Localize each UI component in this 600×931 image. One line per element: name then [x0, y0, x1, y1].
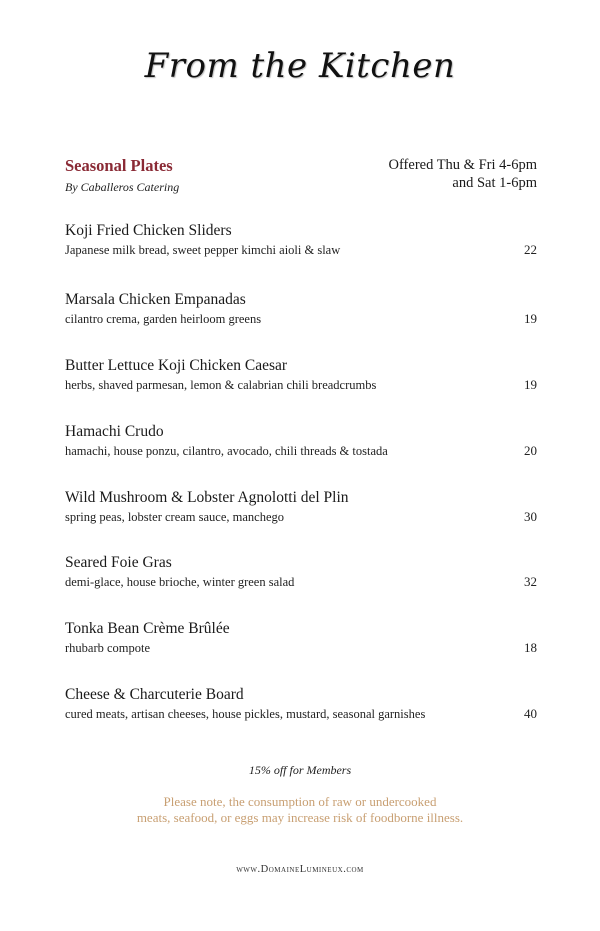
menu-item	[65, 423, 537, 459]
item-price: 20	[524, 443, 537, 458]
item-name: Koji Fried Chicken Sliders	[65, 222, 232, 239]
section-header	[65, 156, 537, 195]
website-link[interactable]: www.DomaineLumineux.com	[236, 864, 364, 875]
item-description: spring peas, lobster cream sauce, manchego	[65, 510, 285, 524]
item-name: Wild Mushroom & Lobster Agnolotti del Plin	[65, 489, 349, 506]
service-hours-line2: and Sat 1-6pm	[452, 175, 537, 191]
item-name: Seared Foie Gras	[65, 554, 172, 571]
notice-line2: meats, seafood, or eggs may increase risk of foodborne illness.	[136, 810, 464, 825]
item-name: Tonka Bean Crème Brûlée	[65, 620, 230, 637]
item-description: herbs, shaved parmesan, lemon & calabrian chili breadcrumbs	[65, 378, 377, 392]
item-price: 19	[524, 311, 537, 326]
menu-item	[65, 489, 537, 525]
item-name: Butter Lettuce Koji Chicken Caesar	[65, 357, 288, 374]
item-description: cured meats, artisan cheeses, house pickles, mustard, seasonal garnishes	[65, 707, 426, 721]
menu-title: From the Kitchen	[144, 46, 456, 86]
member-discount-note: 15% off for Members	[248, 763, 352, 777]
item-description: demi-glace, house brioche, winter green salad	[65, 575, 295, 589]
item-price: 18	[524, 640, 537, 655]
item-price: 32	[524, 574, 537, 589]
menu-item	[65, 357, 537, 393]
item-description: cilantro crema, garden heirloom greens	[65, 312, 262, 326]
item-name: Hamachi Crudo	[65, 423, 164, 440]
item-description: hamachi, house ponzu, cilantro, avocado, chili threads & tostada	[65, 444, 388, 458]
item-description: Japanese milk bread, sweet pepper kimchi aioli & slaw	[65, 243, 341, 257]
menu-item	[65, 222, 537, 258]
food-safety-notice	[0, 794, 600, 826]
item-name: Marsala Chicken Empanadas	[65, 291, 246, 308]
item-price: 22	[524, 242, 537, 257]
item-price: 30	[524, 509, 537, 524]
service-hours-line1: Offered Thu & Fri 4-6pm	[388, 157, 537, 173]
item-price: 40	[524, 706, 537, 721]
section-title: Seasonal Plates	[65, 156, 173, 175]
section-subtitle: By Caballeros Catering	[65, 180, 180, 194]
menu-item	[65, 686, 537, 722]
menu-item	[65, 291, 537, 327]
item-description: rhubarb compote	[65, 641, 151, 655]
service-hours	[389, 156, 537, 192]
notice-line1: Please note, the consumption of raw or undercooked	[163, 794, 437, 809]
menu-item	[65, 620, 537, 656]
menu-item	[65, 554, 537, 590]
item-price: 19	[524, 377, 537, 392]
item-name: Cheese & Charcuterie Board	[65, 686, 244, 703]
